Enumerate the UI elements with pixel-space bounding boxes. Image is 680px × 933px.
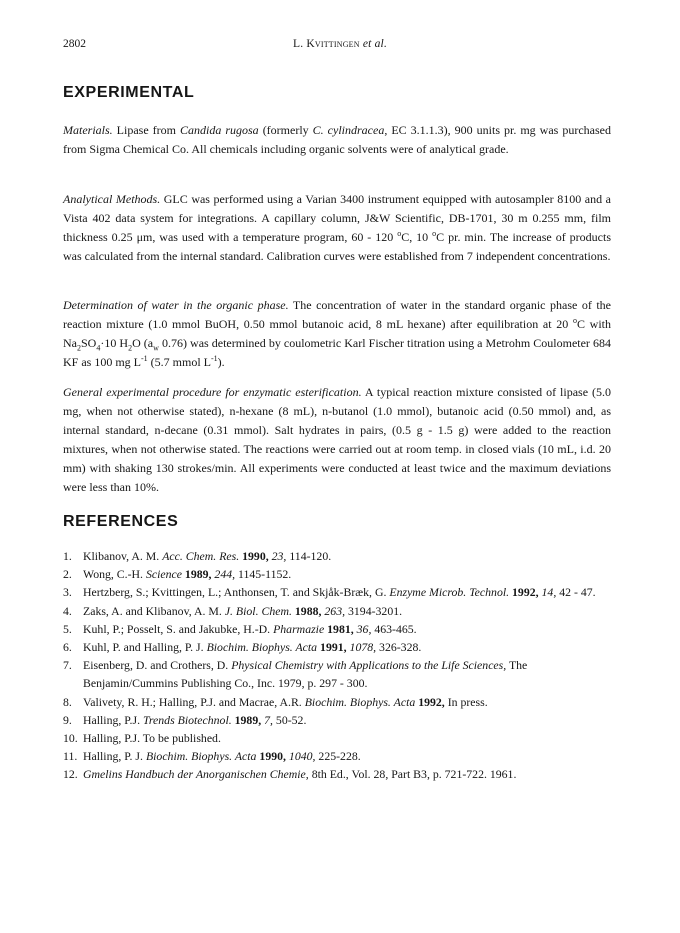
author-initial: L. — [292, 38, 307, 50]
reference-item — [63, 729, 623, 747]
reference-journal: Trends Biotechnol. — [142, 712, 232, 727]
references-heading: REFERENCES — [63, 513, 179, 530]
reference-authors: Zaks, A. and Klibanov, A. M. — [83, 603, 225, 618]
reference-year: 1990, — [256, 749, 286, 764]
reference-number: 1. — [63, 549, 72, 563]
page-number: 2802 — [63, 38, 86, 50]
reference-number: 12. — [63, 767, 78, 782]
reference-text — [83, 565, 623, 583]
reference-item — [63, 638, 623, 656]
reference-text — [83, 693, 623, 711]
reference-number: 2. — [63, 567, 72, 582]
reference-year: 1990, — [239, 549, 269, 563]
reference-item — [63, 602, 623, 620]
reference-pages: 42 - 47. — [556, 585, 596, 600]
running-header — [0, 38, 680, 50]
reference-pages: 326-328. — [376, 640, 422, 655]
reference-journal: Biochim. Biophys. Acta — [304, 694, 416, 709]
reference-volume: 36, — [353, 621, 372, 636]
experimental-heading: EXPERIMENTAL — [63, 84, 195, 101]
analytical-lead: Analytical Methods. — [63, 192, 161, 206]
reference-pages: In press. — [444, 694, 488, 709]
reference-number: 11. — [63, 749, 78, 764]
reference-number: 5. — [63, 621, 72, 636]
reference-pages: 225-228. — [315, 749, 361, 764]
reference-journal: Science — [145, 567, 182, 582]
reference-journal: Enzyme Microb. Technol. — [389, 585, 510, 600]
water-paragraph: Determination of water in the organic phase. The concentration of water in the standard organic phase of the reaction mixture (1.0 mmol BuOH, 0.50 mmol butanoic acid, 8 mL hexane) after equilibration at 20 $^o$C with $Na_2SO_4\cdot 10$ $H_2O$ ($a_w$ 0.76) was determined by coulometric Karl Fischer titration using a Metrohm Coulometer 684 KF as 100 mg $L^{-1}$ (5.7 mmol $L^{-1}$). — [63, 298, 611, 369]
materials-paragraph: Materials. Lipase from Candida rugosa (formerly C. cylindracea, EC 3.1.1.3), 900 units pr. mg was purchased from Sigma Chemical Co. All chemicals including organic solvents were of analytical grade. — [63, 123, 611, 156]
reference-pages: 463-465. — [371, 621, 417, 636]
reference-text — [83, 729, 623, 747]
reference-journal: J. Biol. Chem. — [224, 603, 292, 618]
reference-item — [63, 765, 623, 783]
reference-year: 1991, — [317, 640, 347, 655]
reference-authors: Wong, C.-H. — [83, 567, 146, 582]
author-suffix: et al. — [359, 38, 388, 50]
reference-volume: 1040, — [285, 749, 316, 764]
reference-text — [83, 638, 623, 656]
reference-journal: Acc. Chem. Res. — [162, 549, 240, 563]
reference-number: 6. — [63, 640, 72, 655]
reference-text — [83, 583, 623, 601]
reference-item — [63, 711, 623, 729]
reference-authors: Halling, P.J. — [83, 712, 143, 727]
reference-text — [83, 547, 623, 565]
general-lead: General experimental procedure for enzymatic esterification. — [63, 385, 362, 399]
reference-number: 4. — [63, 603, 72, 618]
reference-year: 1981, — [324, 621, 354, 636]
reference-number: 10. — [63, 731, 78, 746]
reference-authors: Halling, P. J. — [83, 749, 146, 764]
reference-authors: Valivety, R. H.; Halling, P.J. and Macrae, A.R. — [83, 694, 305, 709]
reference-text — [83, 620, 623, 638]
materials-lead: Materials. — [63, 123, 113, 137]
analytical-paragraph: Analytical Methods. GLC was performed using a Varian 3400 instrument equipped with autosampler 8100 and a Vista 402 data system for integrations. A capillary column, J&W Scientific, DB-1701, 30 m 0.255 mm, film thickness 0.25 μm, was used with a temperature program, 60 - 120 $^o$C, 10 $^o$C pr. min. The increase of products was calculated from the internal standard. Calibration curves were established from 7 independent concentrations. — [63, 192, 611, 263]
reference-journal: Pharmazie — [273, 621, 325, 636]
reference-journal: Gmelins Handbuch der Anorganischen Chemie, — [83, 767, 309, 782]
reference-text — [83, 656, 623, 692]
reference-journal: Biochim. Biophys. Acta — [145, 749, 257, 764]
reference-volume: 244, — [211, 567, 236, 582]
reference-item — [63, 693, 623, 711]
reference-pages: The Benjamin/Cummins Publishing Co., Inc. 1979, p. 297 - 300. — [83, 658, 528, 691]
author-surname: Kvittingen — [306, 38, 360, 50]
reference-pages: 50-52. — [272, 712, 307, 727]
reference-year: 1992, — [509, 585, 539, 600]
reference-pages: 1145-1152. — [235, 567, 292, 582]
reference-pages: 3194-3201. — [345, 603, 403, 618]
reference-journal: Biochim. Biophys. Acta — [206, 640, 318, 655]
reference-text — [83, 711, 623, 729]
reference-text — [83, 765, 623, 783]
reference-number: 8. — [63, 694, 72, 709]
reference-year: 1989, — [231, 712, 262, 727]
reference-journal: Physical Chemistry with Applications to the Life Sciences, — [231, 658, 507, 673]
reference-volume: 263, — [321, 603, 346, 618]
reference-number: 3. — [63, 585, 72, 600]
reference-authors: Hertzberg, S.; Kvittingen, L.; Anthonsen, T. and Skjåk-Bræk, G. — [83, 585, 390, 600]
reference-item — [63, 747, 623, 765]
general-procedure-paragraph: General experimental procedure for enzymatic esterification. A typical reaction mixture consisted of lipase (5.0 mg, when not otherwise stated), n-hexane (8 mL), n-butanol (1.0 mmol), butanoic acid (0.50 mmol) and, as internal standard, n-decane (0.31 mmol). Salt hydrates in pairs, (0.5 g - 1.5 g) were added to the reaction mixtures, when not otherwise stated. The reactions were carried out at room temp. in closed vials (10 mL, i.d. 20 mm) with shaking 130 strokes/min. All experiments were conducted at least twice and the maximum deviations were less than 10%. — [63, 385, 612, 494]
reference-authors: Halling, P.J. To be published. — [83, 731, 221, 746]
reference-number: 7. — [63, 658, 72, 673]
reference-text — [83, 602, 623, 620]
reference-authors: Kuhl, P. and Halling, P. J. — [83, 640, 207, 655]
reference-volume: 14, — [538, 585, 557, 600]
reference-item — [63, 656, 623, 692]
water-lead: Determination of water in the organic phase. — [63, 298, 289, 312]
reference-text — [83, 747, 623, 765]
reference-year: 1988, — [291, 603, 322, 618]
reference-authors: Eisenberg, D. and Crothers, D. — [83, 658, 232, 673]
reference-pages: 8th Ed., Vol. 28, Part B3, p. 721-722. 1961. — [308, 767, 517, 782]
reference-volume: 7, — [261, 712, 273, 727]
reference-volume: 1078, — [346, 640, 377, 655]
reference-volume: 23, — [268, 549, 287, 563]
reference-list — [63, 547, 623, 784]
reference-item — [63, 565, 623, 583]
reference-item — [63, 547, 623, 565]
reference-pages: 114-120. — [286, 549, 332, 563]
reference-item — [63, 620, 623, 638]
reference-number: 9. — [63, 712, 72, 727]
reference-authors: Klibanov, A. M. — [83, 549, 163, 563]
reference-item — [63, 583, 623, 601]
reference-year: 1989, — [181, 567, 212, 582]
reference-authors: Kuhl, P.; Posselt, S. and Jakubke, H.-D. — [83, 621, 274, 636]
reference-year: 1992, — [415, 694, 445, 709]
